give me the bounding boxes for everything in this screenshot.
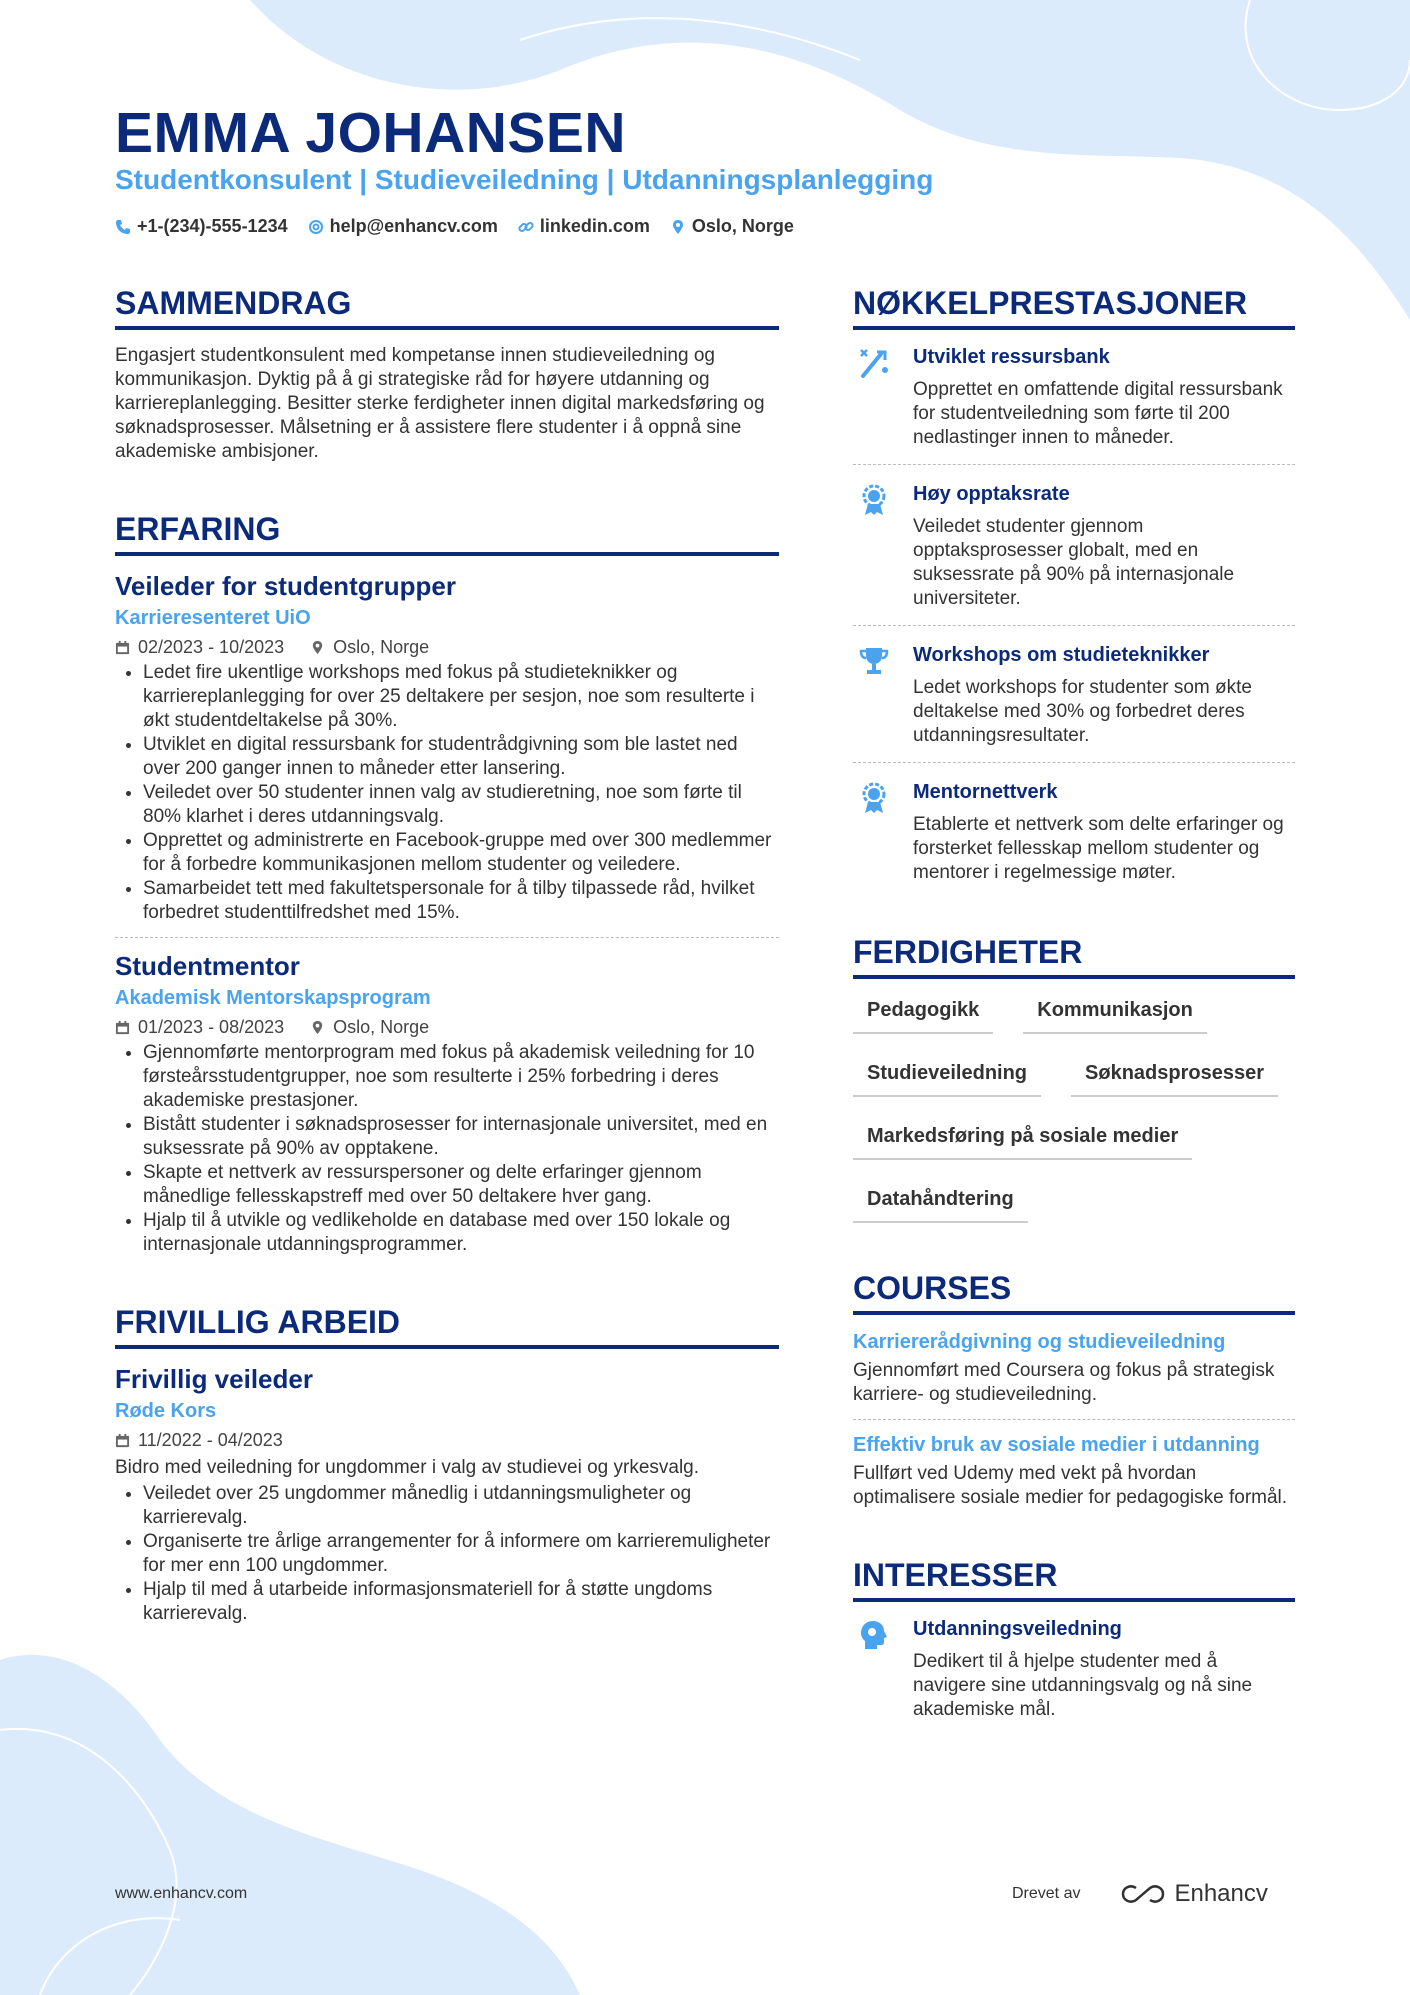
medal-icon xyxy=(857,483,891,517)
skill-tag: Pedagogikk xyxy=(853,993,993,1034)
enhancv-logo-icon xyxy=(1120,1882,1166,1906)
bullet-item: • Opprettet og administrerte en Facebook-gruppe med over 300 medlemmer for å forbedre kommunikasjonen mellom studenter og veiledere. xyxy=(143,829,779,877)
bullet-item: • Samarbeidet tett med fakultetspersonale for å tilby tilpassede råd, hvilket forbedret studenttilfredshet med 15%. xyxy=(143,877,779,925)
job-dates: 02/2023 - 10/2023 xyxy=(138,637,285,657)
calendar-icon xyxy=(115,640,130,655)
divider xyxy=(853,464,1295,465)
skills-list xyxy=(853,993,1295,1223)
contact-bar xyxy=(115,216,794,237)
interests-section xyxy=(853,1556,1295,1722)
achievement-text: Etablerte et nettverk som delte erfaringer og forsterket fellesskap mellom studenter og mentorer i regelmessige møter. xyxy=(913,814,1284,883)
achievement-item xyxy=(853,481,1295,611)
interest-item xyxy=(853,1616,1295,1722)
bullet-item: • Ledet fire ukentlige workshops med fokus på studieteknikker og karriereplanlegging for over 25 deltakere per sesjon, noe som resulterte i økt studentdeltakelse på 30%. xyxy=(143,661,779,733)
job-location: Oslo, Norge xyxy=(333,637,430,657)
courses-section xyxy=(853,1269,1295,1510)
link-icon xyxy=(518,219,534,235)
job-meta xyxy=(115,1015,779,1039)
skill-tag: Datahåndtering xyxy=(853,1182,1028,1223)
job-company: Karrieresenteret UiO xyxy=(115,607,311,629)
achievement-item xyxy=(853,344,1295,450)
volunteer-bullets xyxy=(115,1482,779,1626)
achievement-title: Høy opptaksrate xyxy=(913,483,1070,505)
location-pin-icon xyxy=(310,1020,325,1035)
phone-text: +1-(234)-555-1234 xyxy=(137,216,288,236)
medal-icon xyxy=(857,781,891,815)
achievement-text: Opprettet en omfattende digital ressursbank for studentveiledning som førte til 200 nedlastinger innen to måneder. xyxy=(913,379,1283,448)
calendar-icon xyxy=(115,1433,130,1448)
course-title: Karriererådgivning og studieveiledning xyxy=(853,1331,1226,1353)
achievement-item xyxy=(853,779,1295,885)
bullet-item: • Hjalp til å utvikle og vedlikeholde en database med over 150 lokale og internasjonale utdanningsprogrammer. xyxy=(143,1209,779,1257)
bullet-item: • Utviklet en digital ressursbank for studentrådgivning som ble lastet ned over 200 ganger innen to måneder etter lansering. xyxy=(143,733,779,781)
divider xyxy=(115,937,779,938)
candidate-title: Studentkonsulent | Studieveiledning | Utdanningsplanlegging xyxy=(115,164,934,195)
bullet-item: • Organiserte tre årlige arrangementer for å informere om karrieremuligheter for mer enn 100 ungdommer. xyxy=(143,1530,779,1578)
volunteer-meta xyxy=(115,1428,779,1452)
contact-email[interactable] xyxy=(308,216,498,237)
job-entry xyxy=(115,570,779,925)
job-meta xyxy=(115,635,779,659)
volunteer-dates: 11/2022 - 04/2023 xyxy=(138,1430,283,1450)
job-location: Oslo, Norge xyxy=(333,1017,430,1037)
bullet-item: • Gjennomførte mentorprogram med fokus på akademisk veiledning for 10 førsteårsstudentgrupper, noe som resulterte i 25% forbedring i deres akademiske prestasjoner. xyxy=(143,1041,779,1113)
location-pin-icon xyxy=(670,219,686,235)
volunteer-title: Frivillig veileder xyxy=(115,1364,313,1394)
divider xyxy=(853,1419,1295,1420)
linkedin-text: linkedin.com xyxy=(539,216,650,236)
divider xyxy=(853,625,1295,626)
bullet-item: • Veiledet over 25 ungdommer månedlig i utdanningsmuligheter og karrierevalg. xyxy=(143,1482,779,1530)
achievement-title: Workshops om studieteknikker xyxy=(913,644,1210,666)
courses-heading: COURSES xyxy=(853,1269,1295,1315)
experience-section xyxy=(115,510,779,1257)
candidate-name: EMMA JOHANSEN xyxy=(115,101,627,165)
skills-section xyxy=(853,933,1295,1223)
course-text: Gjennomført med Coursera og fokus på strategisk karriere- og studieveiledning. xyxy=(853,1360,1275,1405)
job-company: Akademisk Mentorskapsprogram xyxy=(115,987,431,1009)
skill-tag: Studieveiledning xyxy=(853,1056,1041,1097)
job-bullets xyxy=(115,1041,779,1257)
contact-linkedin[interactable] xyxy=(518,216,650,237)
divider xyxy=(853,762,1295,763)
interest-title: Utdanningsveiledning xyxy=(913,1618,1122,1640)
achievement-text: Ledet workshops for studenter som økte deltakelse med 30% og forbedret deres utdanningsresultater. xyxy=(913,677,1252,746)
phone-icon xyxy=(115,219,131,235)
summary-heading: SAMMENDRAG xyxy=(115,284,779,330)
achievements-heading: NØKKELPRESTASJONER xyxy=(853,284,1295,330)
skill-tag: Markedsføring på sosiale medier xyxy=(853,1119,1192,1160)
location-text: Oslo, Norge xyxy=(691,216,794,236)
summary-text: Engasjert studentkonsulent med kompetanse innen studieveiledning og kommunikasjon. Dyktig på å gi strategiske råd for høyere utdanning og karriereplanlegging. Besitter sterke ferdigheter innen digital markedsføring og søknadsprosesser. Målsetning er å assistere flere studenter i å oppnå sine akademiske ambisjoner. xyxy=(115,345,765,462)
brand-name: Enhancv xyxy=(1174,1880,1268,1907)
course-text: Fullført ved Udemy med vekt på hvordan optimalisere sosiale medier for pedagogiske formål. xyxy=(853,1463,1288,1508)
job-entry xyxy=(115,950,779,1257)
course-item xyxy=(853,1329,1295,1407)
contact-location xyxy=(670,216,794,237)
volunteer-entry xyxy=(115,1363,779,1626)
course-item xyxy=(853,1432,1295,1510)
job-title: Studentmentor xyxy=(115,951,300,981)
footer-brand xyxy=(1012,1880,1268,1908)
job-title: Veileder for studentgrupper xyxy=(115,571,456,601)
location-pin-icon xyxy=(310,640,325,655)
trophy-icon xyxy=(857,644,891,678)
experience-heading: ERFARING xyxy=(115,510,779,556)
volunteer-heading: FRIVILLIG ARBEID xyxy=(115,1303,779,1349)
bullet-item: • Veiledet over 50 studenter innen valg av studieretning, noe som førte til 80% klarhet i deres utdanningsvalg. xyxy=(143,781,779,829)
right-column xyxy=(853,284,1295,1722)
volunteer-section xyxy=(115,1303,779,1626)
enhancv-logo[interactable] xyxy=(1120,1880,1267,1908)
skills-heading: FERDIGHETER xyxy=(853,933,1295,979)
summary-section xyxy=(115,284,779,464)
achievement-title: Utviklet ressursbank xyxy=(913,346,1110,368)
calendar-icon xyxy=(115,1020,130,1035)
achievements-section xyxy=(853,284,1295,885)
bullet-item: • Hjalp til med å utarbeide informasjonsmateriell for å støtte ungdoms karrierevalg. xyxy=(143,1578,779,1626)
skill-tag: Søknadsprosesser xyxy=(1071,1056,1278,1097)
skill-tag: Kommunikasjon xyxy=(1023,993,1207,1034)
achievement-text: Veiledet studenter gjennom opptaksprosesser globalt, med en suksessrate på 90% på internasjonale universiteter. xyxy=(913,516,1235,609)
interest-text: Dedikert til å hjelpe studenter med å navigere sine utdanningsvalg og nå sine akademiske mål. xyxy=(913,1651,1253,1720)
left-column xyxy=(115,284,779,1626)
interests-heading: INTERESSER xyxy=(853,1556,1295,1602)
job-bullets xyxy=(115,661,779,925)
volunteer-company: Røde Kors xyxy=(115,1400,217,1422)
powered-by-text: Drevet av xyxy=(1012,1885,1081,1902)
bullet-item: • Bistått studenter i søknadsprosesser for internasjonale universitet, med en suksessrate på 90% av opptakene. xyxy=(143,1113,779,1161)
achievement-item xyxy=(853,642,1295,748)
contact-phone[interactable] xyxy=(115,216,288,237)
at-icon xyxy=(308,219,324,235)
job-dates: 01/2023 - 08/2023 xyxy=(138,1017,285,1037)
bullet-item: • Skapte et nettverk av ressurspersoner og delte erfaringer gjennom månedlige fellesskapstreff med over 50 deltakere hver gang. xyxy=(143,1161,779,1209)
achievement-title: Mentornettverk xyxy=(913,781,1058,803)
email-text: help@enhancv.com xyxy=(329,216,498,236)
course-title: Effektiv bruk av sosiale medier i utdanning xyxy=(853,1434,1260,1456)
footer-website[interactable]: www.enhancv.com xyxy=(115,1885,248,1902)
wand-icon xyxy=(857,346,891,380)
head-icon xyxy=(857,1618,891,1652)
volunteer-description: Bidro med veiledning for ungdommer i valg av studievei og yrkesvalg. xyxy=(115,1457,700,1478)
